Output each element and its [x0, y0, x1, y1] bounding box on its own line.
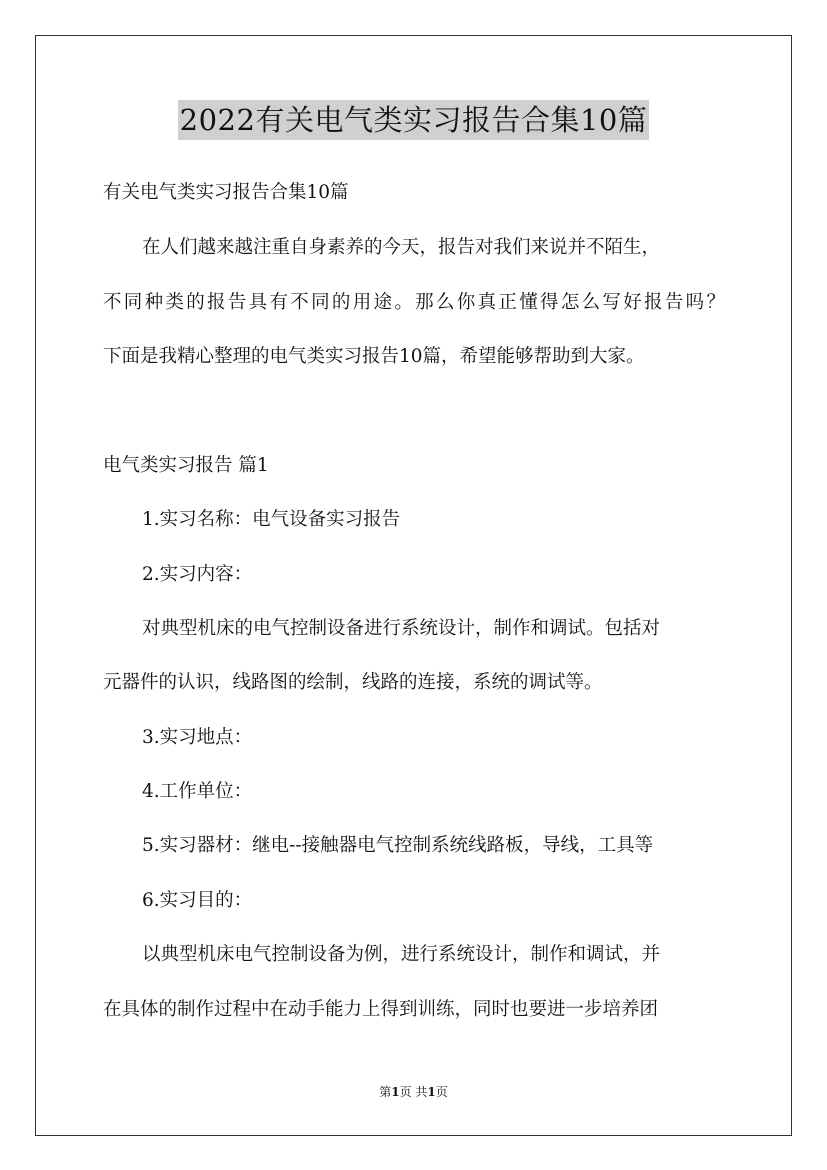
item-line-1: 1.实习名称：电气设备实习报告: [142, 509, 401, 530]
item-line-7: 5.实习器材：继电--接触器电气控制系统线路板，导线，工具等: [142, 835, 654, 856]
item-line-10: 在具体的制作过程中在动手能力上得到训练，同时也要进一步培养团: [103, 999, 659, 1020]
item-line-9: 以典型机床电气控制设备为例，进行系统设计，制作和调试，并: [142, 944, 661, 965]
item-line-5: 3.实习地点：: [142, 727, 253, 748]
footer-suffix: 页: [435, 1085, 448, 1099]
intro-line-2: 不同种类的报告具有不同的用途。那么你真正懂得怎么写好报告吗？: [103, 292, 725, 313]
footer-mid: 页 共: [399, 1085, 428, 1099]
footer-prefix: 第: [379, 1085, 392, 1099]
item-line-8: 6.实习目的：: [142, 890, 253, 911]
item-line-2: 2.实习内容：: [142, 564, 253, 585]
footer-page-number: 1: [391, 1085, 400, 1099]
document-subtitle: 有关电气类实习报告合集10篇: [103, 182, 349, 203]
footer-total-pages: 1: [427, 1085, 436, 1099]
section-heading: 电气类实习报告 篇1: [103, 455, 269, 476]
item-line-3: 对典型机床的电气控制设备进行系统设计，制作和调试。包括对: [142, 618, 661, 639]
intro-line-1: 在人们越来越注重自身素养的今天，报告对我们来说并不陌生，: [142, 237, 661, 258]
page-footer: [0, 1083, 827, 1100]
intro-line-3: 下面是我精心整理的电气类实习报告10篇，希望能够帮助到大家。: [103, 346, 645, 367]
item-line-6: 4.工作单位：: [142, 781, 253, 802]
page-title: 2022有关电气类实习报告合集10篇: [178, 100, 650, 140]
title-container: [0, 100, 827, 140]
item-line-4: 元器件的认识，线路图的绘制，线路的连接，系统的调试等。: [103, 672, 603, 693]
